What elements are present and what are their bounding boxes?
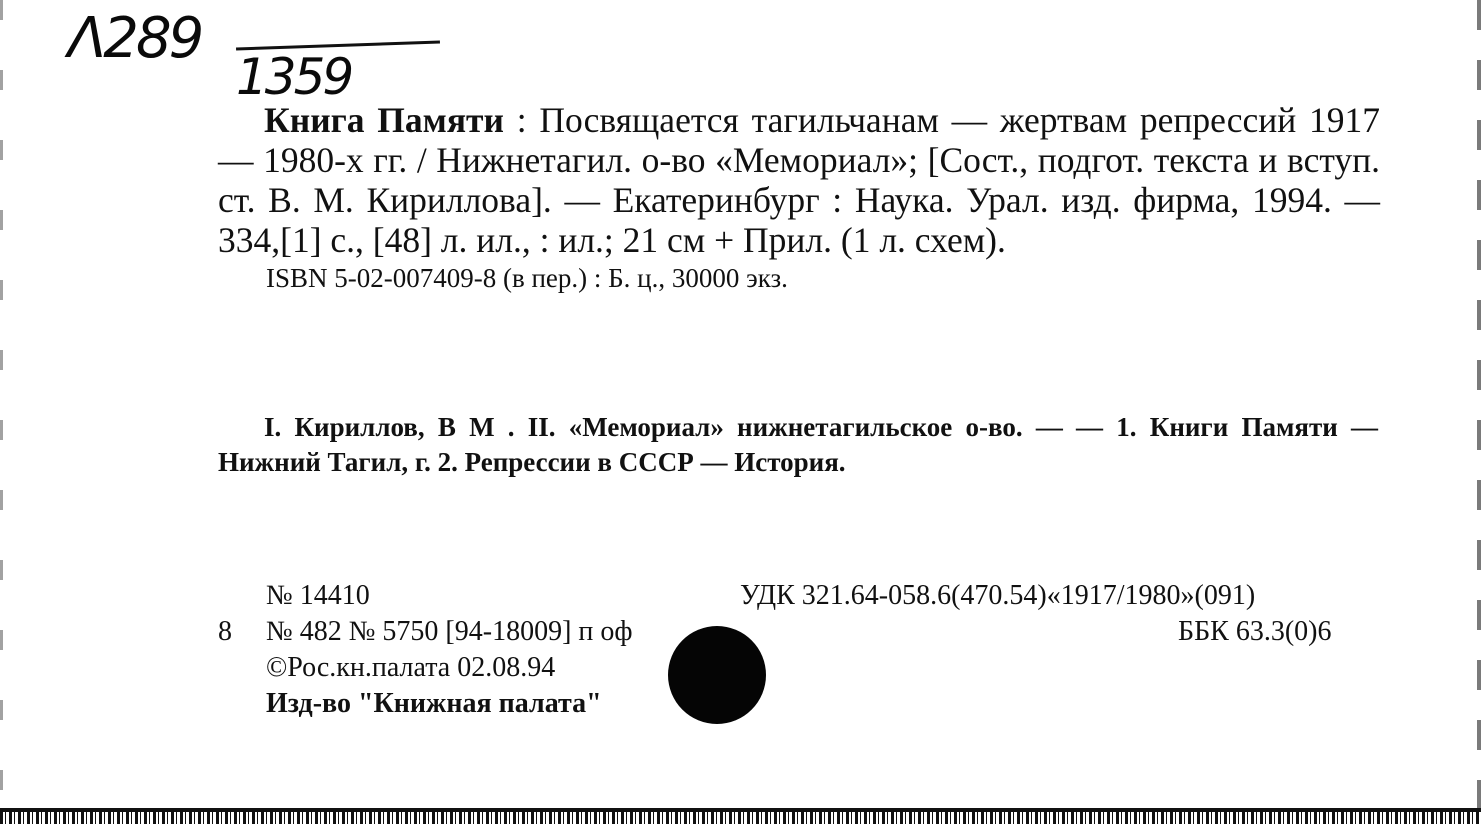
- record-number: № 14410: [266, 580, 370, 611]
- shelfmark-line-1: Λ289: [68, 6, 202, 71]
- ink-blot: [668, 626, 766, 724]
- entry-body: : Посвящается тагильчанам — жертвам репрессий 1917 — 1980-х гг. / Нижнетагил. о-во «Мемориал»; [Сост., подгот. текста и вступ. ст. В. М. Кириллова]. — Екатеринбург : Наука. Урал. изд. фирма, 1994. — 334,[1] с., [48] л. ил., : ил.; 21 см + Прил. (1 л. схем).: [218, 100, 1380, 260]
- tracings: [218, 410, 1378, 480]
- bibliographic-entry: [218, 100, 1380, 295]
- tracing-text: I. Кириллов, В М . II. «Мемориал» нижнетагильское о-во. — — 1. Книги Памяти — Нижний Тагил, г. 2. Репрессии в СССР — История.: [218, 412, 1378, 477]
- entry-description: [218, 100, 1380, 260]
- entry-title: Книга Памяти: [264, 100, 504, 140]
- numbers-line: [218, 614, 633, 650]
- bbk-code: ББК 63.3(0)6: [1178, 616, 1332, 647]
- scan-edge-right: [1477, 0, 1481, 808]
- scan-bottom-band: [0, 808, 1481, 824]
- isbn-line: ISBN 5-02-007409-8 (в пер.) : Б. ц., 30000 экз.: [266, 263, 788, 293]
- publisher-line: Изд-во "Книжная палата": [266, 688, 602, 719]
- udk-code: УДК 321.64-058.6(470.54)«1917/1980»(091): [740, 580, 1256, 611]
- order-numbers: № 482 № 5750 [94-18009] п оф: [266, 616, 633, 647]
- copyright-line: ©Рос.кн.палата 02.08.94: [266, 652, 556, 683]
- shelfmark-line-2: 1359: [236, 48, 352, 106]
- card-number: 8: [218, 616, 232, 647]
- scan-edge-left: [0, 0, 3, 808]
